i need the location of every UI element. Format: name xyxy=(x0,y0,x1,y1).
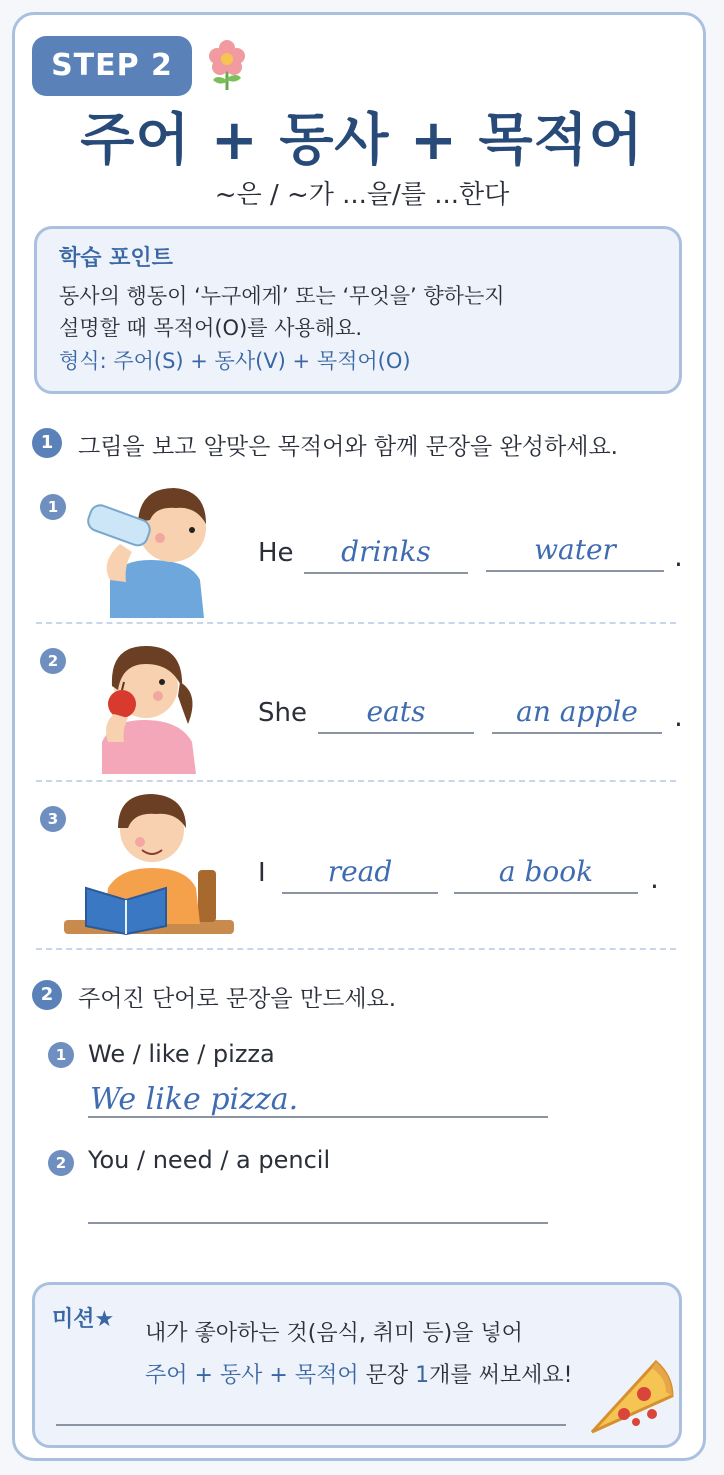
question-2-answer-line[interactable] xyxy=(88,1222,548,1224)
page-title: 주어 + 동사 + 목적어 xyxy=(80,108,644,173)
mission-instruction-line-2 xyxy=(145,1358,572,1389)
flower-icon xyxy=(205,40,249,92)
mission-text-middle: 문장 xyxy=(358,1363,416,1388)
item-1-verb-blank[interactable]: drinks xyxy=(304,534,468,574)
item-3-period: . xyxy=(650,862,659,895)
mission-formula: 주어 + 동사 + 목적어 xyxy=(145,1363,359,1388)
learning-point-formula: 형식: 주어(S) + 동사(V) + 목적어(O) xyxy=(59,349,411,373)
mission-answer-line[interactable] xyxy=(56,1424,566,1426)
mission-count: 1 xyxy=(415,1363,430,1388)
item-3-verb-blank[interactable]: read xyxy=(282,854,438,894)
boy-reading-book-illustration xyxy=(64,784,234,940)
learning-point-box xyxy=(34,226,682,394)
girl-eating-apple-illustration xyxy=(88,632,204,774)
item-1-number: 1 xyxy=(40,494,66,520)
step-badge: STEP 2 xyxy=(32,36,192,96)
mission-label: 미션★ xyxy=(52,1307,115,1332)
divider xyxy=(36,622,676,624)
question-1-answer[interactable]: We like pizza. xyxy=(90,1082,299,1117)
item-1-object-blank[interactable]: water xyxy=(486,532,664,572)
divider xyxy=(36,948,676,950)
item-3-number: 3 xyxy=(40,806,66,832)
learning-point-line-1: 동사의 행동이 ‘누구에게’ 또는 ‘무엇을’ 향하는지 xyxy=(59,284,505,308)
page-subtitle: ~은 / ~가 ...을/를 ...한다 xyxy=(214,180,510,210)
question-1-number: 1 xyxy=(48,1042,74,1068)
boy-drinking-water-illustration xyxy=(80,470,220,618)
item-1-subject: He xyxy=(258,538,294,568)
learning-point-heading: 학습 포인트 xyxy=(59,246,173,271)
item-2-subject: She xyxy=(258,698,307,728)
item-3-object-blank[interactable]: a book xyxy=(454,854,638,894)
section-1-number: 1 xyxy=(32,428,62,458)
question-2-words: You / need / a pencil xyxy=(88,1146,331,1174)
item-2-period: . xyxy=(674,700,683,733)
item-2-verb-blank[interactable]: eats xyxy=(318,694,474,734)
section-2-number: 2 xyxy=(32,980,62,1010)
question-2-number: 2 xyxy=(48,1150,74,1176)
item-2-number: 2 xyxy=(40,648,66,674)
question-1-answer-line[interactable] xyxy=(88,1116,548,1118)
mission-text-rest: 개를 써보세요! xyxy=(429,1363,573,1388)
item-3-subject: I xyxy=(258,858,266,888)
item-1-period: . xyxy=(674,540,683,573)
item-2-object-blank[interactable]: an apple xyxy=(492,694,662,734)
divider xyxy=(36,780,676,782)
section-2-instruction: 주어진 단어로 문장을 만드세요. xyxy=(78,986,397,1012)
learning-point-line-2: 설명할 때 목적어(O)를 사용해요. xyxy=(59,316,363,340)
pizza-icon xyxy=(586,1356,676,1438)
section-1-instruction: 그림을 보고 알맞은 목적어와 함께 문장을 완성하세요. xyxy=(78,434,618,460)
question-1-words: We / like / pizza xyxy=(88,1040,275,1068)
mission-instruction-line-1: 내가 좋아하는 것(음식, 취미 등)을 넣어 xyxy=(145,1321,523,1346)
